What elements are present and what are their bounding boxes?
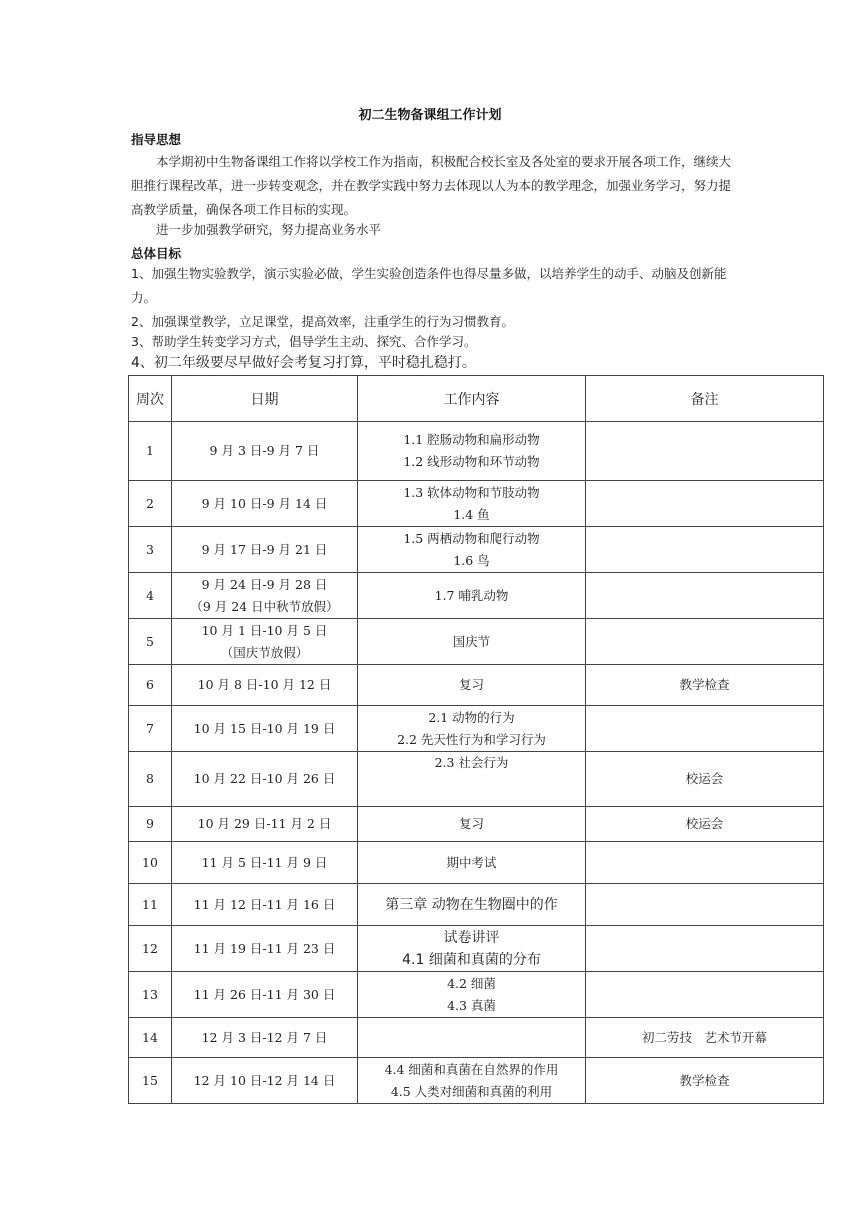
- week-cell: 14: [129, 1018, 172, 1058]
- date-cell: 11 月 26 日-11 月 30 日: [172, 972, 358, 1018]
- note-cell: [586, 884, 824, 926]
- work-cell: 1.3 软体动物和节肢动物 1.4 鱼: [358, 481, 586, 527]
- work-cell: 复习: [358, 807, 586, 842]
- date-cell: 9 月 17 日-9 月 21 日: [172, 527, 358, 573]
- table-row: [129, 1058, 824, 1104]
- note-cell: [586, 619, 824, 665]
- work-cell: 国庆节: [358, 619, 586, 665]
- note-cell: 教学检查: [586, 1058, 824, 1104]
- week-cell: 13: [129, 972, 172, 1018]
- work-cell: 第三章 动物在生物圈中的作: [358, 884, 586, 926]
- work-cell: 试卷讲评 4.1 细菌和真菌的分布: [358, 926, 586, 972]
- table-row: [129, 527, 824, 573]
- table-row: [129, 619, 824, 665]
- table-row: [129, 884, 824, 926]
- table-header-row: [129, 376, 824, 422]
- table-row: [129, 926, 824, 972]
- table-row: [129, 807, 824, 842]
- work-cell: 1.1 腔肠动物和扁形动物 1.2 线形动物和环节动物: [358, 422, 586, 481]
- table-row: [129, 1018, 824, 1058]
- goal-item-1: 1、加强生物实验教学，演示实验必做，学生实验创造条件也得尽量多做，以培养学生的动手、动脑及创新能力。: [131, 266, 727, 305]
- week-cell: 15: [129, 1058, 172, 1104]
- schedule-table: [128, 375, 824, 1104]
- header-week: 周次: [129, 376, 172, 422]
- date-cell: 12 月 10 日-12 月 14 日: [172, 1058, 358, 1104]
- date-cell: 9 月 10 日-9 月 14 日: [172, 481, 358, 527]
- date-cell: 11 月 12 日-11 月 16 日: [172, 884, 358, 926]
- header-work: 工作内容: [358, 376, 586, 422]
- header-date: 日期: [172, 376, 358, 422]
- table-row: [129, 481, 824, 527]
- date-cell: 10 月 22 日-10 月 26 日: [172, 752, 358, 807]
- week-cell: 1: [129, 422, 172, 481]
- table-row: [129, 665, 824, 706]
- schedule-body: [129, 422, 824, 1104]
- work-cell: 2.3 社会行为: [358, 752, 586, 807]
- date-cell: 9 月 3 日-9 月 7 日: [172, 422, 358, 481]
- date-cell: 10 月 1 日-10 月 5 日 （国庆节放假）: [172, 619, 358, 665]
- note-cell: [586, 422, 824, 481]
- table-row: [129, 573, 824, 619]
- note-cell: 校运会: [586, 807, 824, 842]
- note-cell: [586, 527, 824, 573]
- note-cell: 校运会: [586, 752, 824, 807]
- goal-item-2: 2、加强课堂教学，立足课堂，提高效率，注重学生的行为习惯教育。: [131, 314, 514, 329]
- note-cell: 初二劳技 艺术节开幕: [586, 1018, 824, 1058]
- date-cell: 10 月 29 日-11 月 2 日: [172, 807, 358, 842]
- guiding-paragraph-2: 进一步加强教学研究，努力提高业务水平: [156, 222, 382, 237]
- guiding-heading: 指导思想: [131, 132, 182, 147]
- week-cell: 8: [129, 752, 172, 807]
- goal-item-4: 4、初二年级要尽早做好会考复习打算，平时稳扎稳打。: [131, 355, 476, 371]
- week-cell: 2: [129, 481, 172, 527]
- table-row: [129, 422, 824, 481]
- date-cell: 10 月 8 日-10 月 12 日: [172, 665, 358, 706]
- week-cell: 9: [129, 807, 172, 842]
- goal-item-3: 3、帮助学生转变学习方式，倡导学生主动、探究、合作学习。: [131, 334, 477, 349]
- work-cell: 2.1 动物的行为 2.2 先天性行为和学习行为: [358, 706, 586, 752]
- week-cell: 3: [129, 527, 172, 573]
- note-cell: [586, 481, 824, 527]
- work-cell: 期中考试: [358, 842, 586, 884]
- note-cell: [586, 706, 824, 752]
- week-cell: 10: [129, 842, 172, 884]
- table-row: [129, 972, 824, 1018]
- work-cell: 4.2 细菌 4.3 真菌: [358, 972, 586, 1018]
- date-cell: 11 月 19 日-11 月 23 日: [172, 926, 358, 972]
- week-cell: 12: [129, 926, 172, 972]
- work-cell: 4.4 细菌和真菌在自然界的作用 4.5 人类对细菌和真菌的利用: [358, 1058, 586, 1104]
- date-cell: 10 月 15 日-10 月 19 日: [172, 706, 358, 752]
- date-cell: 12 月 3 日-12 月 7 日: [172, 1018, 358, 1058]
- week-cell: 7: [129, 706, 172, 752]
- goals-heading: 总体目标: [131, 246, 182, 261]
- work-cell: [358, 1018, 586, 1058]
- note-cell: [586, 972, 824, 1018]
- date-cell: 9 月 24 日-9 月 28 日 （9 月 24 日中秋节放假）: [172, 573, 358, 619]
- guiding-paragraph: 本学期初中生物备课组工作将以学校工作为指南，积极配合校长室及各处室的要求开展各项工作，继续大胆推行课程改革，进一步转变观念，并在教学实践中努力去体现以人为本的教学理念，加强业务学习，努力提高教学质量，确保各项工作目标的实现。: [131, 154, 732, 217]
- date-cell: 11 月 5 日-11 月 9 日: [172, 842, 358, 884]
- note-cell: [586, 842, 824, 884]
- page-title: 初二生物备课组工作计划: [358, 108, 502, 123]
- work-cell: 1.7 哺乳动物: [358, 573, 586, 619]
- work-cell: 1.5 两栖动物和爬行动物 1.6 鸟: [358, 527, 586, 573]
- table-row: [129, 706, 824, 752]
- header-note: 备注: [586, 376, 824, 422]
- note-cell: [586, 573, 824, 619]
- table-row: [129, 842, 824, 884]
- week-cell: 5: [129, 619, 172, 665]
- week-cell: 11: [129, 884, 172, 926]
- note-cell: 教学检查: [586, 665, 824, 706]
- table-row: [129, 752, 824, 807]
- work-cell: 复习: [358, 665, 586, 706]
- note-cell: [586, 926, 824, 972]
- week-cell: 4: [129, 573, 172, 619]
- week-cell: 6: [129, 665, 172, 706]
